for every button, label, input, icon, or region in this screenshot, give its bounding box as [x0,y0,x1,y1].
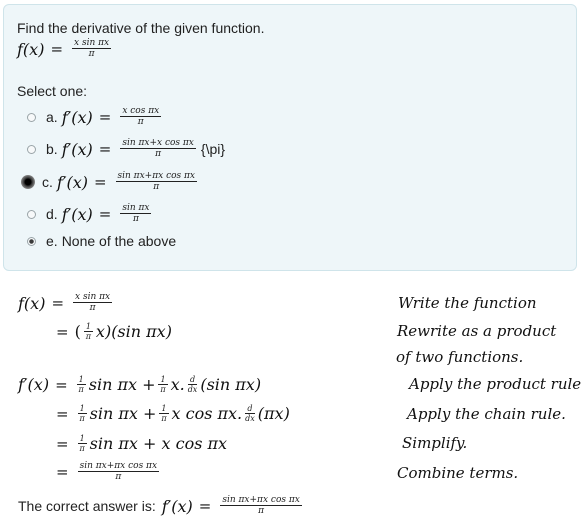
step-comment: Write the function [398,294,537,312]
option-text: None of the above [61,233,177,249]
option-numerator: sin πx [122,203,150,213]
option-letter: d. [46,206,58,222]
answer-fraction [220,495,301,517]
select-one-label: Select one: [17,83,88,99]
equals-sign: = [51,294,65,312]
solution-expression: x cos πx. [171,404,243,423]
option-lhs: f′(x) [61,107,93,127]
fraction-denominator: π [160,385,166,394]
correct-answer [18,495,305,517]
solution-expression: x)(sin πx) [95,322,172,341]
option-d[interactable] [27,203,154,225]
equals-sign: = [50,40,64,58]
step-comment: Simplify. [402,434,468,452]
correct-answer-label: The correct answer is: [18,498,156,514]
option-denominator: π [153,182,160,192]
step-comment: Rewrite as a product [397,322,557,340]
option-denominator: π [132,214,139,224]
fraction-denominator: π [89,303,96,313]
one-over-pi [77,375,86,394]
fraction-numerator: 1 [160,375,166,384]
one-over-pi [78,434,87,453]
d-over-dx [245,404,255,423]
function-fraction [72,38,111,60]
option-denominator: π [155,149,162,159]
equals-sign: = [198,497,212,515]
option-lhs: f′(x) [61,204,93,224]
fraction-denominator: π [115,472,122,482]
equals-sign: = [56,322,69,341]
one-over-pi [158,375,167,394]
step-comment: Combine terms. [397,464,519,482]
question-prompt: Find the derivative of the given function. [17,20,265,36]
question-function [17,38,114,60]
fraction-numerator: d [189,375,196,384]
solution-fraction [78,461,159,483]
equals-sign: = [56,463,69,481]
option-lhs: f′(x) [56,172,88,192]
fraction-numerator: 1 [85,322,91,331]
option-e[interactable] [27,233,176,249]
fraction-numerator: 1 [78,375,84,384]
solution-line-4 [56,404,290,423]
fraction-numerator: 1 [79,404,85,413]
solution-expression: (sin πx) [200,375,262,394]
radio-button[interactable] [27,145,36,154]
solution-lhs: f(x) [18,293,46,313]
solution-expression: sin πx + [88,375,156,394]
solution-line-6 [56,461,162,483]
solution-lhs: f′(x) [18,375,50,394]
equals-sign: = [55,375,68,394]
one-over-pi [78,404,87,423]
solution-line-3 [18,375,261,394]
fraction-denominator: π [258,506,265,516]
equals-sign: = [56,434,69,453]
one-over-pi [84,322,93,341]
option-fraction [120,203,151,225]
radio-button[interactable] [27,210,36,219]
option-numerator: sin πx+x cos πx [122,138,194,148]
step-comment: Apply the product rule [409,375,581,393]
radio-button[interactable] [27,113,36,122]
option-letter: a. [46,109,58,125]
equals-sign: = [56,404,69,423]
fraction-numerator: x sin πx [75,292,111,302]
solution-fraction [73,292,112,314]
option-b[interactable] [27,138,225,160]
option-numerator: sin πx+πx cos πx [117,171,195,181]
option-denominator: π [137,117,144,127]
function-denominator: π [88,49,95,59]
fraction-numerator: sin πx+πx cos πx [222,495,300,505]
equals-sign: = [98,205,112,223]
solution-expression: x. [170,375,185,394]
step-comment: of two functions. [396,348,524,366]
equals-sign: = [93,173,107,191]
fraction-denominator: π [161,414,167,423]
fraction-denominator: π [78,385,84,394]
option-letter: e. [46,233,58,249]
option-fraction [116,171,197,193]
fraction-numerator: d [247,404,253,413]
solution-expression: sin πx + x cos πx [89,434,228,453]
fraction-denominator: π [79,414,85,423]
one-over-pi [159,404,168,423]
option-letter: b. [46,141,58,157]
solution-line-5 [56,434,227,453]
option-fraction [120,138,196,160]
fraction-numerator: 1 [161,404,167,413]
option-c[interactable] [24,171,200,193]
solution-line-2 [56,322,172,341]
solution-line-1 [18,292,115,314]
fraction-denominator: π [85,332,91,341]
fraction-numerator: 1 [79,434,85,443]
option-letter: c. [42,174,53,190]
solution-expression: sin πx + [89,404,157,423]
fraction-denominator: dx [245,414,255,423]
open-paren: ( [74,322,81,341]
option-numerator: x cos πx [122,106,160,116]
radio-button-focused[interactable] [21,175,35,189]
function-numerator: x sin πx [74,38,110,48]
fraction-denominator: π [79,444,85,453]
answer-lhs: f′(x) [161,496,193,516]
solution-expression: (πx) [257,404,290,423]
step-comment: Apply the chain rule. [407,405,566,423]
fraction-denominator: dx [187,385,198,394]
equals-sign: = [98,140,112,158]
equals-sign: = [98,108,112,126]
option-a[interactable] [27,106,164,128]
raw-latex-text: {\pi} [200,141,226,157]
radio-button-selected[interactable] [27,237,36,246]
function-lhs: f(x) [17,39,45,59]
d-over-dx [188,375,198,394]
option-lhs: f′(x) [61,139,93,159]
option-fraction [120,106,161,128]
fraction-numerator: sin πx+πx cos πx [79,461,158,471]
